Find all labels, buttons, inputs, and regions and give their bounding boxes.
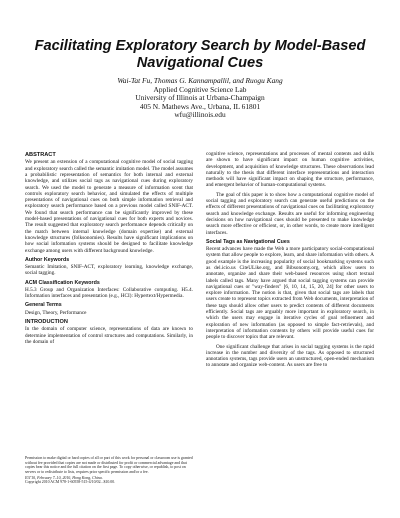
body-paragraph-4: One significant challenge that arises in social tagging systems is the rapid increase in the number and diversity of the tags. As opposed to structured annotation systems, tags provide users an unstructured, open-ended mechanism to annotate and organize web-content. As users are free to [206, 343, 374, 369]
conference-venue: IUI'10, February 7–10, 2010, Hong Kong, China. [25, 475, 103, 480]
affiliation-university: University of Illinois at Urbana-Champaign [135, 93, 265, 103]
abstract-heading: ABSTRACT [25, 152, 56, 158]
keywords-text: Semantic Imitation, SNIF-ACT, exploratory learning, knowledge exchange, social tagging. [25, 264, 193, 277]
left-column [25, 151, 193, 348]
general-terms-text: Design, Theory, Performance [25, 309, 87, 316]
section-heading: Social Tags as Navigational Cues [206, 238, 290, 245]
keywords-heading: Author Keywords [25, 256, 70, 263]
body-paragraph-2: The goal of this paper is to show how a computational cognitive model of social tagging and exploratory search can generate useful predictions on the effects of different presentations of navigational cues on facilitating exploratory search and knowledge exchange. Results are useful for informing engineering decisions on how navigational cues should be presented to make knowledge search more effective or efficient, or, in other words, to create more intelligent interfaces. [206, 191, 374, 236]
copyright-line: Copyright 2010 ACM 978-1-60558-515-4/10/02...$10.00. [25, 480, 116, 485]
author-block [20, 77, 380, 120]
body-paragraph-1: cognitive science, representations and processes of mental contents and skills are shown to have significant impact on human cognitive activities, development, and acquisition of knowledge structures. These observations lead naturally to the thesis that different interface representations and interaction methods will have significant impact on shaping the structure, performance, and emergent behavior of human-computational systems. [206, 151, 374, 189]
author-names: Wai-Tat Fu, Thomas G. Kannampallil, and Ruogu Kang [117, 76, 283, 85]
right-column [206, 151, 374, 372]
acm-text: H.5.3 Group and Organization Interfaces: Collaborative computing. H5.4. Information interfaces and presentation (e.g., HCI): Hypertext/Hypermedia. [25, 286, 193, 300]
body-paragraph-3: Recent advances have made the Web a more participatory social-computational system that allow people to explore, learn, and share information with others. A good example is the increasing popularity of social bookmarking systems such as del.icio.us CiteULike.org, and Bibsonomy.org, which allow users to annotate, organize and share their web-based resources using short textual labels called tags. Many have argued that social tagging systems can provide navigational cues or "way-finders" [6, 10, 14, 15, 20, 24] for other users to explore information. The notion is that, given that social tags are labels that users create to represent topics extracted from Web documents, interpretation of these tags should allow other users to predict contents of different documents efficiently. Social tags are arguably more important in exploratory search, in which the users may engage in iterative cycles of goal refinement and exploration of new information (as opposed to simple fact-retrievals), and interpretation of information contents by others will provide useful cues for people to discover topics that are relevant. [206, 246, 374, 341]
abstract-text: We present an extension of a computational cognitive model of social tagging and exploratory search called the semantic imitation model. The model assumes a probabilistic representation of semantics for both internal and external knowledge, and utilizes social tags as navigational cues during exploratory search. We used the model to generate a measure of information scent that controls exploratory search behavior, and simulated the effects of multiple presentations of navigational cues on both simple information retrieval and exploratory search performance based on a previous model called SNIF-ACT. We found that search performance can be significantly improved by these model-based presentations of navigational cues for both experts and novices. The result suggested that exploratory search performance depends critically on the match between internal knowledge (domain expertise) and external knowledge structures (folksonomies). Results have significant implications on how social information systems should be designed to facilitate knowledge exchange among users with different background knowledge. [25, 159, 193, 254]
copyright-footnote [25, 456, 193, 485]
general-terms-heading: General Terms [25, 302, 62, 309]
acm-heading: ACM Classification Keywords [25, 279, 100, 286]
author-email: wfu@illinois.edu [174, 110, 226, 120]
permission-notice: Permission to make digital or hard copies of all or part of this work for personal or classroom use is granted without fee provided that copies are not made or distributed for profit or commercial advantage and that copies bear this notice and the full citation on the first page. To copy otherwise, or republish, to post on servers or to redistribute to lists, requires prior specific permission and/or a fee. [25, 456, 193, 474]
affiliation-address: 405 N. Mathews Ave., Urbana, IL 61801 [139, 101, 261, 111]
introduction-heading: INTRODUCTION [25, 318, 68, 325]
affiliation-lab: Applied Cognitive Science Lab [153, 84, 247, 94]
introduction-text: In the domain of computer science, representations of data are known to determine implementation of control structures and computations. Similarly, in the domain of [25, 326, 193, 345]
paper-title: Facilitating Exploratory Search by Model-Based Navigational Cues [34, 38, 366, 71]
